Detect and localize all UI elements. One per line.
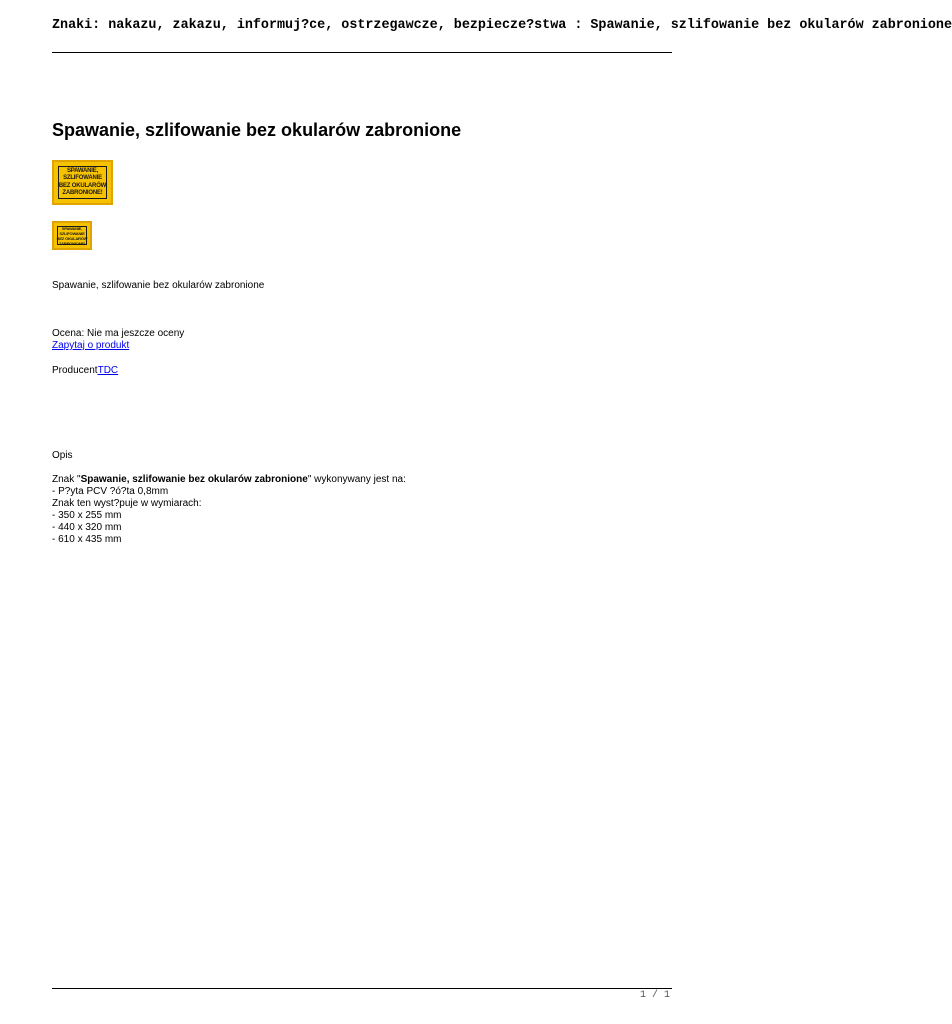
description-intro	[52, 474, 406, 486]
sign-line: SPAWANIE,	[66, 167, 99, 174]
sign-text	[59, 168, 106, 198]
product-title: Spawanie, szlifowanie bez okularów zabronione	[52, 120, 462, 140]
rating-label: Ocena:	[52, 328, 85, 339]
intro-suffix: " wykonywany jest na:	[307, 474, 406, 485]
size-item: - 610 x 435 mm	[52, 534, 122, 545]
producer-link[interactable]: TDC	[97, 365, 119, 376]
ask-about-product-row	[52, 340, 129, 352]
header-divider	[52, 52, 672, 53]
sign-line: SZLIFOWANIE	[63, 175, 102, 181]
product-short-description: Spawanie, szlifowanie bez okularów zabronione	[52, 280, 265, 291]
size-item: - 350 x 255 mm	[52, 510, 122, 521]
description-sizes-intro: Znak ten wyst?puje w wymiarach:	[52, 498, 202, 509]
sign-line: BEZ OKULARÓW	[56, 235, 88, 241]
intro-prefix: Znak "	[52, 474, 81, 485]
producer-row	[52, 365, 118, 377]
producer-label: Producent	[52, 365, 98, 376]
ask-about-product-link[interactable]: Zapytaj o produkt	[52, 340, 130, 351]
sign-text	[57, 226, 88, 246]
intro-product-name: Spawanie, szlifowanie bez okularów zabronione	[80, 474, 308, 485]
sign-line: SZLIFOWANIE	[59, 230, 85, 236]
product-image-thumbnail[interactable]	[52, 221, 92, 250]
description-material: - P?yta PCV ?ó?ta 0,8mm	[52, 486, 169, 497]
size-item: - 440 x 320 mm	[52, 522, 122, 533]
sign-line: BEZ OKULARÓW	[58, 182, 107, 189]
sign-line: SPAWANIE,	[61, 225, 83, 231]
product-image-large[interactable]	[52, 160, 113, 205]
sign-line: ZABRONIONE!	[62, 190, 103, 196]
sign-line: ZABRONIONE!	[58, 240, 86, 246]
document-header: Znaki: nakazu, zakazu, informuj?ce, ostrzegawcze, bezpiecze?stwa : Spawanie, szlifowanie bez okularów zabronione	[52, 18, 952, 33]
product-rating	[52, 328, 184, 340]
page-number: 1 / 1	[639, 990, 670, 1001]
footer-divider	[52, 988, 672, 989]
rating-value: Nie ma jeszcze oceny	[87, 328, 185, 339]
description-heading: Opis	[52, 450, 73, 461]
